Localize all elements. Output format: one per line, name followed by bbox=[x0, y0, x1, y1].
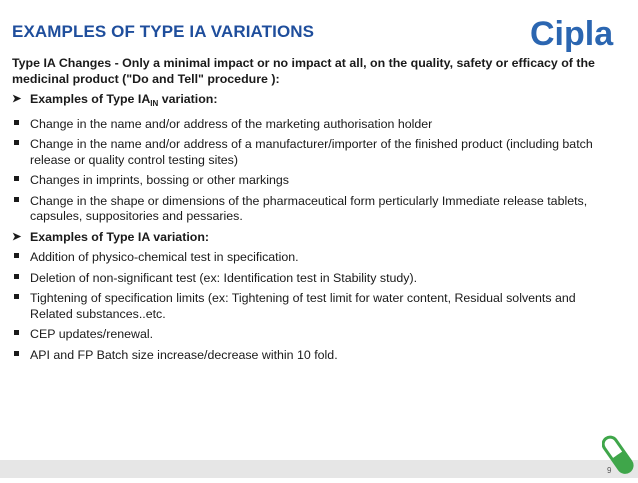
logo-text: Cipla bbox=[530, 15, 614, 52]
list-item: Tightening of specification limits (ex: Tightening of test limit for water content, Residual solvents and Related substances..etc. bbox=[12, 291, 612, 322]
arrow-bullet-icon: ➤ bbox=[12, 93, 22, 105]
square-bullet-icon bbox=[12, 137, 30, 153]
square-bullet-icon bbox=[12, 348, 30, 364]
cipla-logo-mark bbox=[528, 12, 620, 52]
heading-subscript: IN bbox=[150, 99, 159, 108]
intro-text: Type IA Changes - Only a minimal impact or no impact at all, on the quality, safety or efficacy of the medicinal product ("Do and Tell" procedure ): bbox=[12, 56, 595, 86]
footer-bar bbox=[0, 460, 638, 478]
section-heading-text bbox=[30, 92, 612, 112]
list-item: Change in the name and/or address of the marketing authorisation holder bbox=[12, 117, 612, 133]
list-item: API and FP Batch size increase/decrease within 10 fold. bbox=[12, 348, 612, 364]
section-heading-type-ia-in bbox=[12, 92, 612, 112]
arrow-bullet-icon: ➤ bbox=[12, 230, 22, 243]
square-bullet-icon bbox=[12, 291, 30, 307]
list-item: CEP updates/renewal. bbox=[12, 327, 612, 343]
square-bullet-icon bbox=[12, 173, 30, 189]
heading-suffix: variation: bbox=[158, 92, 218, 106]
list-item: Change in the shape or dimensions of the pharmaceutical form perticularly Immediate release tablets, capsules, suppositories and pessaries. bbox=[12, 194, 612, 225]
square-bullet-icon bbox=[12, 327, 30, 343]
list-item: Changes in imprints, bossing or other markings bbox=[12, 173, 612, 189]
list-item: Deletion of non-significant test (ex: Identification test in Stability study). bbox=[12, 271, 612, 287]
cipla-logo bbox=[528, 12, 620, 52]
list-item: Addition of physico-chemical test in specification. bbox=[12, 250, 612, 266]
slide-body bbox=[12, 56, 612, 368]
heading-prefix: Examples of Type IA bbox=[30, 92, 151, 106]
square-bullet-icon bbox=[12, 117, 30, 133]
section-heading-type-ia bbox=[12, 230, 612, 246]
section-heading-text: Examples of Type IA variation: bbox=[30, 229, 210, 244]
page-number: 9 bbox=[607, 466, 612, 475]
slide-title: EXAMPLES OF TYPE IA VARIATIONS bbox=[12, 22, 315, 41]
square-bullet-icon bbox=[12, 250, 30, 266]
square-bullet-icon bbox=[12, 194, 30, 210]
square-bullet-icon bbox=[12, 271, 30, 287]
list-item: Change in the name and/or address of a manufacturer/importer of the finished product (including batch release or quality control testing sites) bbox=[12, 137, 612, 168]
